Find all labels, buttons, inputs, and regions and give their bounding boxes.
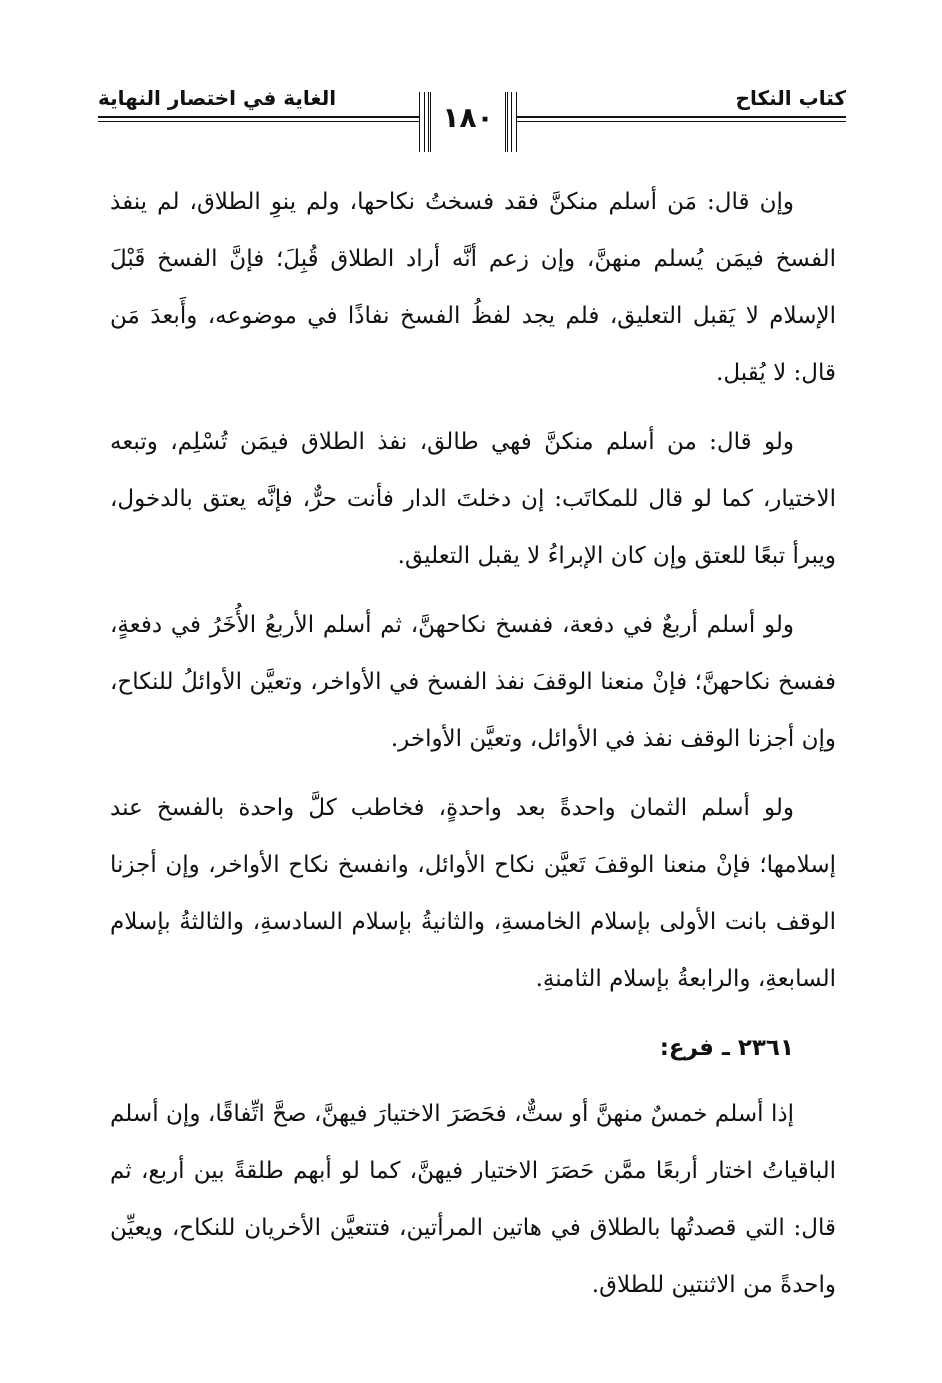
book-title: الغاية في اختصار النهاية xyxy=(98,86,337,110)
page-footer-space xyxy=(240,1300,241,1301)
paragraph: ولو أسلم أربعٌ في دفعة، ففسخ نكاحهنَّ، ثم أسلم الأربعُ الأُخَرُ في دفعةٍ، ففسخ نكاحهنَّ؛ فإنْ منعنا الوقفَ نفذ الفسخ في الأواخر، وتعيَّن الأوائلُ للنكاح، وإن أجزنا الوقف نفذ في الأوائل، وتعيَّن الأواخر. xyxy=(110,612,836,752)
section-paragraph: إذا أسلم خمسٌ منهنَّ أو ستٌّ، فحَصَرَ الاختيارَ فيهنَّ، صحَّ اتِّفاقًا، وإن أسلم الباقياتُ اختار أربعًا ممَّن حَصَرَ الاختيار فيهنَّ، كما لو أبهم طلقةً بين أربع، ثم قال: التي قصدتُها بالطلاق في هاتين المرأتين، فتتعيَّن الأخريان للنكاح، ويعيِّن واحدةً من الاثنتين للطلاق. xyxy=(110,1101,836,1298)
paragraph: ولو أسلم الثمان واحدةً بعد واحدةٍ، فخاطب كلَّ واحدة بالفسخ عند إسلامها؛ فإنْ منعنا الوقفَ تَعيَّن نكاح الأوائل، وانفسخ نكاح الأواخر، وإن أجزنا الوقف بانت الأولى بإسلام الخامسةِ، والثانيةُ بإسلام السادسةِ، والثالثةُ بإسلام السابعةِ، والرابعةُ بإسلام الثامنةِ. xyxy=(110,795,836,992)
paragraph: ولو قال: من أسلم منكنَّ فهي طالق، نفذ الطلاق فيمَن تُسْلِم، وتبعه الاختيار، كما لو قال للمكاتَب: إن دخلتَ الدار فأنت حرٌّ، فإنَّه يعتق بالدخول، ويبرأ تبعًا للعتق وإن كان الإبراءُ لا يقبل التعليق. xyxy=(110,429,836,569)
chapter-title: كتاب النكاح xyxy=(735,86,846,110)
main-text xyxy=(110,174,836,1326)
section-heading: ٢٣٦١ ـ فرع: xyxy=(659,1035,794,1061)
page-number-frame xyxy=(420,92,516,152)
page-header xyxy=(98,82,846,162)
page-number: ١٨٠ xyxy=(442,101,494,134)
paragraph: وإن قال: مَن أسلم منكنَّ فقد فسختُ نكاحها، ولم ينوِ الطلاق، لم ينفذ الفسخ فيمَن يُسلم منهنَّ، وإن زعم أنَّه أراد الطلاق قُبِلَ؛ فإنَّ الفسخ قَبْلَ الإسلام لا يَقبل التعليق، فلم يجد لفظُ الفسخ نفاذًا في موضوعه، وأَبعدَ مَن قال: لا يُقبل. xyxy=(110,189,836,386)
